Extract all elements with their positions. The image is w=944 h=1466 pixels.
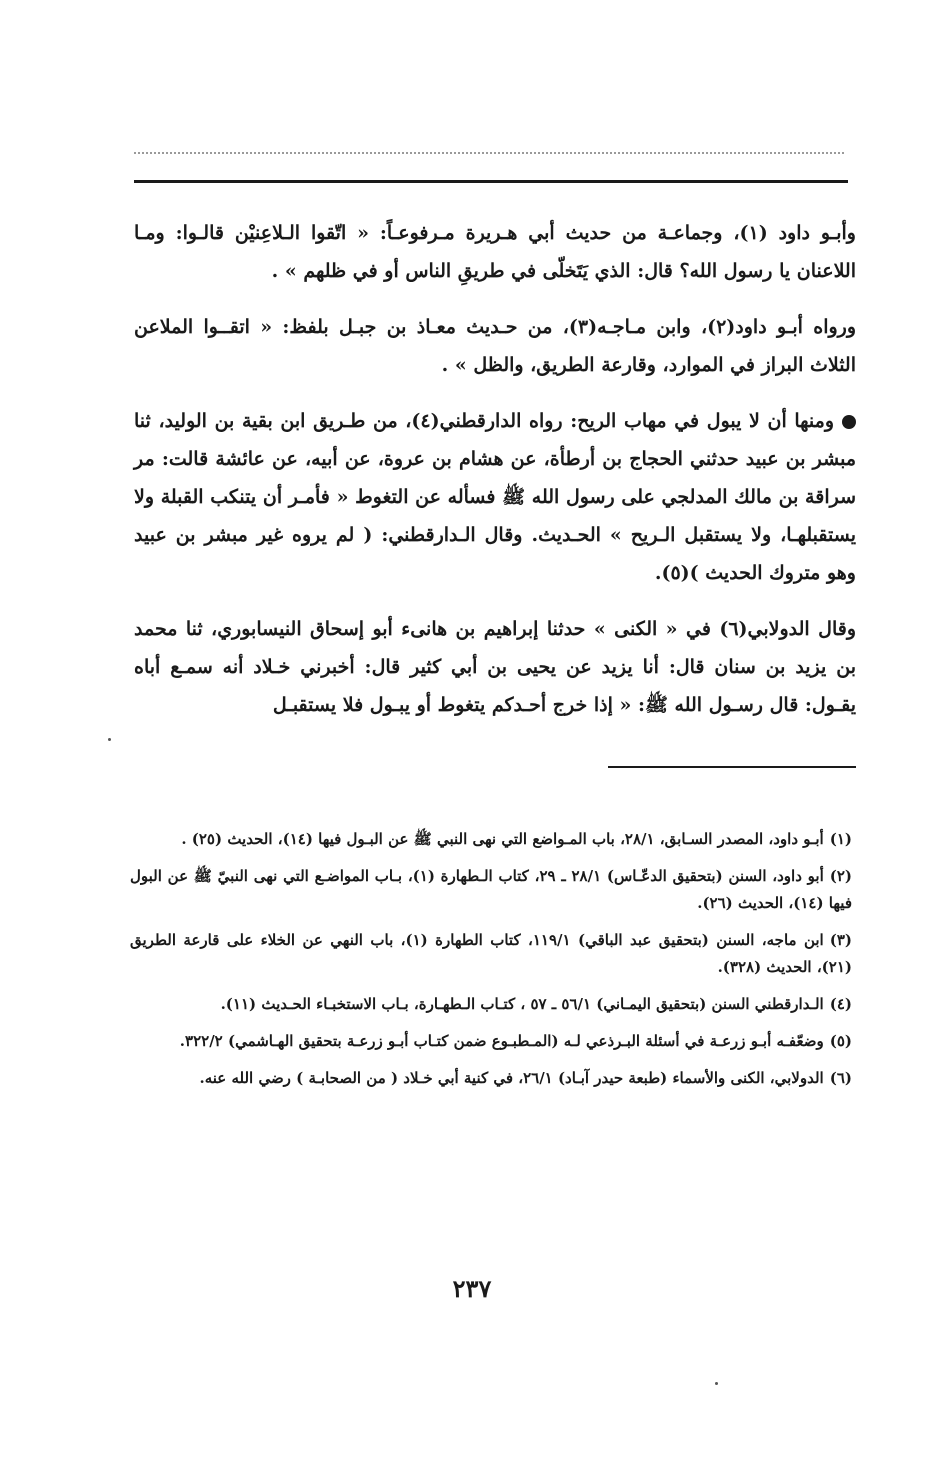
footnotes <box>130 826 852 1102</box>
speck-mark <box>715 1382 718 1385</box>
paragraph-2: ورواه أبـو داود(٢)، وابن مـاجـه(٣)، من حـديث معـاذ بن جبـل بلفظ: « اتقــوا الملاعن الثلاث البراز في الموارد، وقارعة الطريق، والظل » . <box>134 316 856 376</box>
footnote-4: (٤)الـدارقطني السنن (بتحقيق اليمـاني) ٥٦/١ ـ ٥٧ ، كتـاب الـطهـارة، بـاب الاستخبـاء الحـديث (١١). <box>220 995 852 1013</box>
footnote-1: (١)أبـو داود، المصدر السـابق، ٢٨/١، باب المـواضع التي نهى النبي ﷺ عن البـول فيها (١٤)، الحديث (٢٥) . <box>181 830 852 848</box>
paragraph-3: ومنها أن لا يبول في مهاب الريح: رواه الدارقطني(٤)، من طـريق ابن بقية بن الوليد، ثنا مبشر بن عبيد حدثني الحجاج بن أرطأة، عن هشام بن عروة، عن أبيه، عن عائشة قالت: مر سراقة بن مالك المدلجي على رسول الله ﷺ فسأله عن التغوط « فأمـر أن يتنكب القبلة ولا يستقبلهـا، ولا يستقبل الـريح » الحـديث. وقال الـدارقطني: ( لم يروه غير مبشر بن عبيد وهو متروك الحديث )(٥). <box>134 410 856 584</box>
speck-mark <box>108 738 111 741</box>
page-number: ٢٣٧ <box>452 1274 492 1303</box>
paragraph-4: وقال الدولابي(٦) في « الكنى » حدثنا إبراهيم بن هانىء أبو إسحاق النيسابوري، ثنا محمد بن يزيد بن سنان قال: أنا يزيد عن يحيى بن أبي كثير قال: أخبرني خـلاد أنه سمـع أباه يقـول: قال رسـول الله ﷺ: « إذا خرج أحـدكم يتغوط أو يبـول فلا يستقبـل <box>134 618 856 716</box>
paragraph-1: وأبـو داود (١)، وجماعـة من حديث أبي هـريرة مـرفوعـاً: « اتّقوا الـلاعِنيْن قالـوا: ومـا اللاعنان يا رسول الله؟ قال: الذي يَتَخلّى في طريقِ الناس أو في ظلهم » . <box>134 222 856 282</box>
header-rule <box>134 180 848 183</box>
main-text <box>134 214 856 742</box>
footnote-5: (٥)وضعّفـه أبـو زرعـة في أسئلة البـرذعي لـه (المـطبـوع ضمن كتـاب أبـو زرعـة بتحقيق الهـاشمي) ٣٢٢/٢. <box>179 1032 852 1050</box>
paragraph-lead: ومنها أن لا يبول في مهاب الريح <box>577 410 834 432</box>
footnote-3: (٣)ابن ماجه، السنن (بتحقيق عبد الباقي) ١١٩/١، كتاب الطهارة (١)، باب النهي عن الخلاء على قارعة الطريق (٢١)، الحديث (٣٢٨). <box>130 931 853 976</box>
bullet-icon <box>842 415 856 429</box>
footnote-2: (٢)أبو داود، السنن (بتحقيق الدعّـاس) ٢٨/١ ـ ٢٩، كتاب الـطهارة (١)، بـاب المواضـع التي نهى النبيّ ﷺ عن البول فيها (١٤)، الحديث (٢٦). <box>130 867 853 912</box>
header-dotted-rule <box>134 152 844 154</box>
footnote-6: (٦)الدولابي، الكنى والأسماء (طبعة حيدر آبـاد) ٢٦/١، في كنية أبي خـلاد ( من الصحابـة ) رضي الله عنه. <box>199 1069 852 1087</box>
footnote-rule <box>608 766 856 768</box>
